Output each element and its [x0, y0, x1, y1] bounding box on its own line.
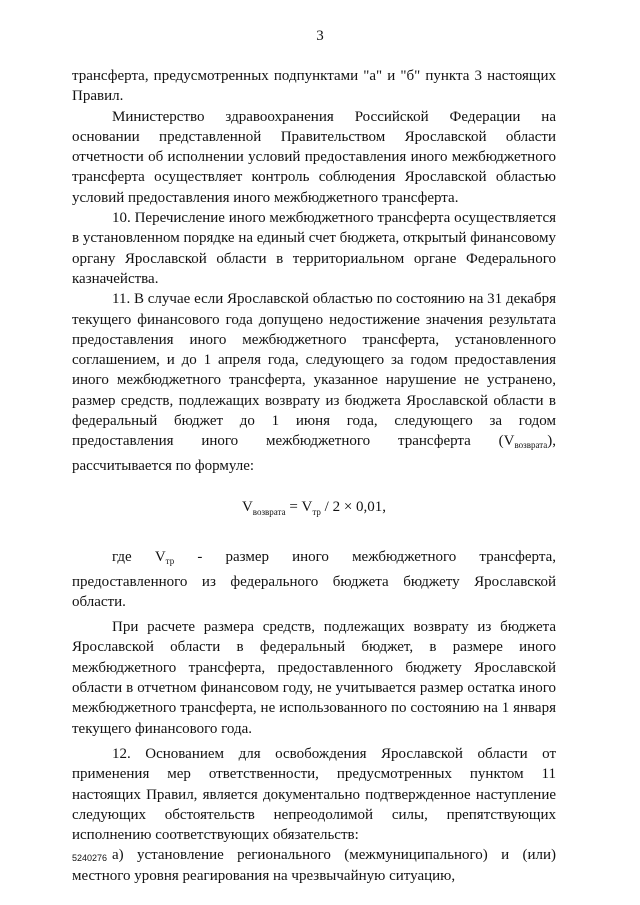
paragraph-11-tail: ), рассчитывается по формуле: [72, 433, 556, 474]
formula-v-refund-subscript: возврата [252, 506, 286, 517]
document-code: 5240276 [72, 853, 108, 863]
paragraph-calculation-note: При расчете размера средств, подлежащих возврату из бюджета Ярославской области в федеральный бюджет, в размере иного межбюджетного трансферта, предоставленного бюджету Ярославской области в отчетном финансовом году, не учитывается размер остатка иного межбюджетного трансферта, не использованного по состоянию на 1 января текущего финансового года. [72, 619, 556, 737]
paragraph-ministry-control: Министерство здравоохранения Российской Федерации на основании представленной Правительством Ярославской области отчетности об исполнении условий предоставления иного межбюджетного трансферта осуществляет контроль соблюдения Ярославской областью условий предоставления иного межбюджетного трансферта. [72, 108, 556, 206]
where-tail: - размер иного межбюджетного трансферта, предоставленного из федерального бюджета бюджету Ярославской области. [72, 549, 556, 610]
where-text: где V [112, 549, 166, 566]
document-body [72, 66, 556, 886]
paragraph-11-text: 11. В случае если Ярославской областью по состоянию на 31 декабря текущего финансового года допущено недостижение значения результата предоставления иного межбюджетного трансферта, установленного соглашением, и до 1 апреля года, следующего за годом предоставления иного межбюджетного трансферта, указанное нарушение не устранено, размер средств, подлежащих возврату из бюджета Ярославской области в федеральный бюджет до 1 июня года, следующего за годом предоставления иного межбюджетного трансферта (V [72, 291, 556, 450]
page-number: 3 [316, 28, 324, 44]
paragraph-transfer-subpoints: трансферта, предусмотренных подпунктами "а" и "б" пункта 3 настоящих Правил. [72, 68, 556, 105]
formula-tail: / 2 × 0,01, [320, 498, 387, 515]
paragraph-10-transfer: 10. Перечисление иного межбюджетного трансферта осуществляется в установленном порядке на единый счет бюджета, открытый финансовому органу Ярославской области в территориальном органе Федерального казначейства. [72, 210, 556, 287]
where-subscript: тр [165, 556, 175, 567]
refund-formula [72, 497, 556, 522]
paragraph-where-definition [72, 547, 556, 612]
formula-v-transfer-subscript: тр [312, 506, 321, 517]
paragraph-11-refund [72, 289, 556, 476]
formula-equals-v: = V [285, 498, 313, 515]
paragraph-12a-emergency: а) установление регионального (межмуниципального) и (или) местного уровня реагирования на чрезвычайную ситуацию, [72, 847, 556, 884]
paragraph-11-subscript: возврата [514, 440, 548, 451]
formula-v-refund: V [241, 498, 253, 515]
paragraph-12-exemption: 12. Основанием для освобождения Ярославской области от применения мер ответственности, предусмотренных пунктом 11 настоящих Правил, является документально подтвержденное наступление следующих обстоятельств непреодолимой силы, препятствующих исполнению соответствующих обязательств: [72, 745, 556, 844]
